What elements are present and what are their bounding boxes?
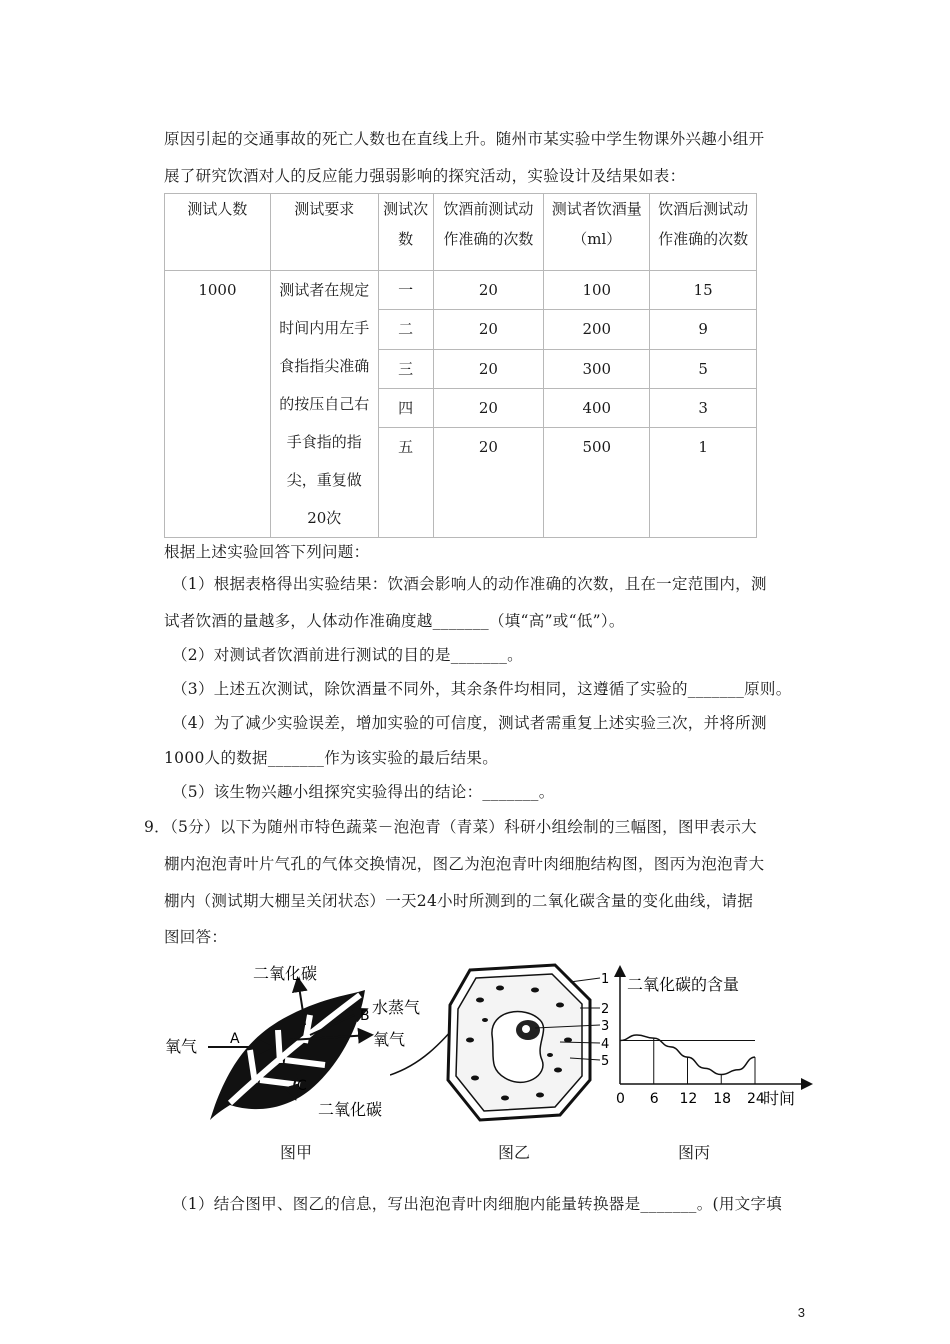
after-cell: 15 bbox=[650, 271, 757, 310]
problem-9-line-2: 棚内泡泡青叶片气孔的气体交换情况，图乙为泡泡青叶肉细胞结构图，图丙为泡泡青大 bbox=[164, 855, 765, 873]
co2-chart bbox=[605, 960, 815, 1110]
after-cell: 3 bbox=[650, 388, 757, 427]
cell-marker: 5 bbox=[601, 1054, 610, 1069]
question-9-1: （1）结合图甲、图乙的信息，写出泡泡青叶肉细胞内能量转换器是_______。(用文字填 bbox=[172, 1195, 783, 1213]
page-number: 3 bbox=[797, 1305, 805, 1320]
header-cell: 饮酒前测试动 作准确的次数 bbox=[433, 194, 544, 271]
header-cell: 测试次 数 bbox=[378, 194, 433, 271]
problem-9-line-1: 9．（5分）以下为随州市特色蔬菜－泡泡青（青菜）科研小组绘制的三幅图，图甲表示大 bbox=[144, 818, 757, 836]
table-row bbox=[165, 271, 757, 310]
x-tick-label: 6 bbox=[649, 1091, 659, 1107]
problem-9-line-3: 棚内（测试期大棚呈关闭状态）一天24小时所测到的二氧化碳含量的变化曲线，请据 bbox=[164, 892, 754, 910]
figure-jia-label: 图甲 bbox=[280, 1143, 313, 1162]
amount-cell: 200 bbox=[544, 310, 650, 349]
question-1-line-2: 试者饮酒的量越多，人体动作准确度越_______（填“高”或“低”）。 bbox=[164, 612, 625, 630]
point-c-label: C bbox=[297, 1078, 307, 1094]
round-cell: 一 bbox=[378, 271, 433, 310]
cell-marker: 4 bbox=[601, 1037, 610, 1052]
after-cell: 5 bbox=[650, 349, 757, 388]
cell-marker: 3 bbox=[601, 1019, 610, 1034]
cell-marker: 2 bbox=[601, 1002, 610, 1017]
before-cell: 20 bbox=[433, 310, 544, 349]
questions-lead: 根据上述实验回答下列问题： bbox=[164, 543, 370, 561]
co2-bottom-label: 二氧化碳 bbox=[318, 1100, 383, 1119]
amount-cell: 400 bbox=[544, 388, 650, 427]
header-cell: 测试者饮酒量 （ml） bbox=[544, 194, 650, 271]
round-cell: 二 bbox=[378, 310, 433, 349]
after-cell: 9 bbox=[650, 310, 757, 349]
water-vapor-label: 水蒸气 bbox=[372, 998, 421, 1017]
co2-top-label: 二氧化碳 bbox=[253, 964, 318, 983]
amount-cell: 500 bbox=[544, 428, 650, 538]
oxygen-out-label: 氧气 bbox=[373, 1030, 406, 1049]
oxygen-in-label: 氧气 bbox=[165, 1037, 198, 1056]
after-cell: 1 bbox=[650, 428, 757, 538]
intro-line-1: 原因引起的交通事故的死亡人数也在直线上升。随州市某实验中学生物课外兴趣小组开 bbox=[164, 130, 765, 148]
before-cell: 20 bbox=[433, 271, 544, 310]
question-3: （3）上述五次测试，除饮酒量不同外，其余条件均相同，这遵循了实验的_______原则。 bbox=[172, 680, 792, 698]
x-axis-label: 时间 bbox=[763, 1089, 796, 1108]
question-1-line-1: （1）根据表格得出实验结果：饮酒会影响人的动作准确的次数，且在一定范围内，测 bbox=[172, 575, 767, 593]
round-cell: 五 bbox=[378, 428, 433, 538]
figure-bing-label: 图丙 bbox=[678, 1143, 711, 1162]
cell-figure bbox=[440, 960, 610, 1130]
before-cell: 20 bbox=[433, 428, 544, 538]
header-cell: 测试要求 bbox=[270, 194, 378, 271]
problem-9-line-4: 图回答： bbox=[164, 928, 228, 946]
header-cell: 测试人数 bbox=[165, 194, 271, 271]
point-b-label: B bbox=[360, 1008, 370, 1024]
header-cell: 饮酒后测试动 作准确的次数 bbox=[650, 194, 757, 271]
table-header-row bbox=[165, 194, 757, 271]
x-tick-label: 18 bbox=[713, 1091, 732, 1107]
question-4-line-1: （4）为了减少实验误差，增加实验的可信度，测试者需重复上述实验三次，并将所测 bbox=[172, 714, 767, 732]
round-cell: 四 bbox=[378, 388, 433, 427]
amount-cell: 100 bbox=[544, 271, 650, 310]
intro-line-2: 展了研究饮酒对人的反应能力强弱影响的探究活动，实验设计及结果如表： bbox=[164, 167, 686, 185]
before-cell: 20 bbox=[433, 388, 544, 427]
y-axis-label: 二氧化碳的含量 bbox=[627, 975, 740, 994]
cell-marker: 1 bbox=[601, 972, 610, 987]
experiment-table bbox=[164, 193, 757, 538]
before-cell: 20 bbox=[433, 349, 544, 388]
requirement-cell: 测试者在规定 时间内用左手 食指指尖准确 的按压自己右 手食指的指 尖，重复做 20次 bbox=[270, 271, 378, 538]
x-tick-label: 12 bbox=[679, 1091, 698, 1107]
round-cell: 三 bbox=[378, 349, 433, 388]
question-5: （5）该生物兴趣小组探究实验得出的结论：_______。 bbox=[172, 783, 555, 801]
figure-yi-label: 图乙 bbox=[498, 1143, 531, 1162]
people-cell: 1000 bbox=[165, 271, 271, 538]
question-2: （2）对测试者饮酒前进行测试的目的是_______。 bbox=[172, 646, 523, 664]
question-4-line-2: 1000人的数据_______作为该实验的最后结果。 bbox=[164, 749, 498, 767]
x-tick-label: 24 bbox=[747, 1091, 765, 1107]
point-a-label: A bbox=[230, 1031, 240, 1047]
x-tick-label: 0 bbox=[616, 1091, 625, 1107]
vacuole bbox=[492, 1012, 544, 1083]
amount-cell: 300 bbox=[544, 349, 650, 388]
